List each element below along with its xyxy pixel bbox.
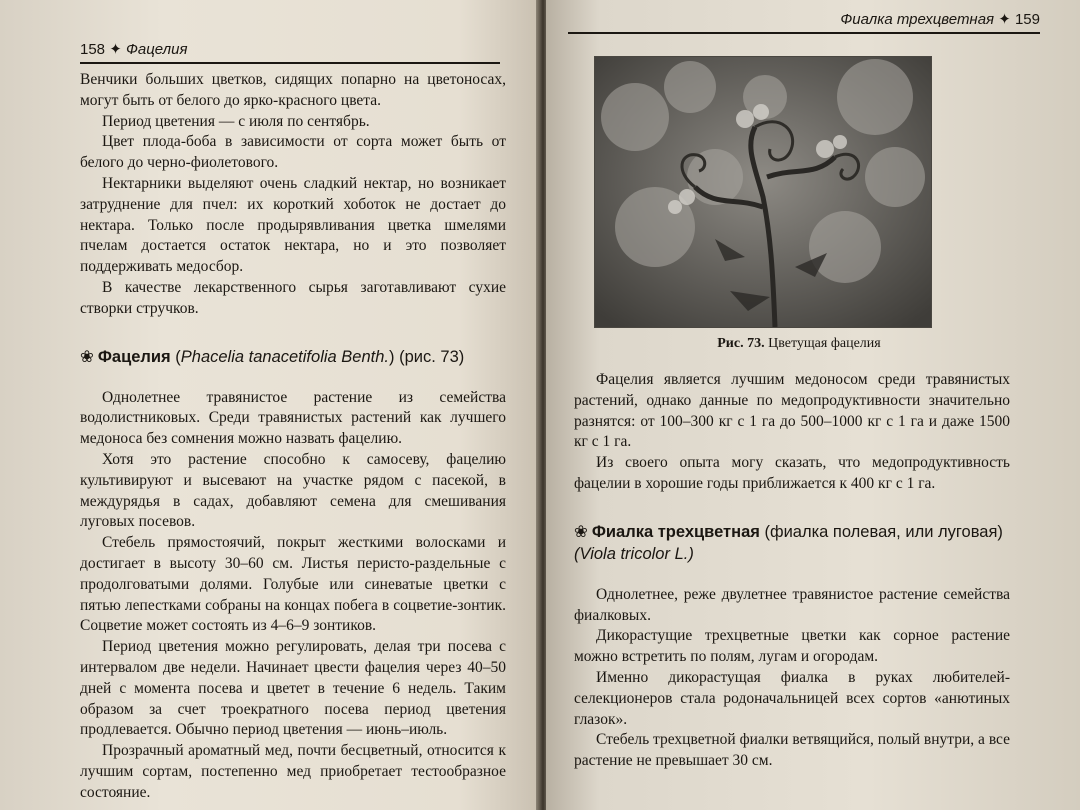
paragraph: Именно дикорастущая фиалка в руках любителей-селекционеров стала родоначальницей всех сортов «анютиных глазок».: [574, 668, 1010, 728]
paragraph: Цвет плода-боба в зависимости от сорта может быть от белого до черно-фиолетового.: [80, 133, 506, 172]
phacelia-illustration: [595, 57, 931, 327]
section-heading-latin: (Viola tricolor L.): [574, 544, 694, 563]
flower-icon: ❀: [80, 347, 94, 366]
figure-caption-label: Рис. 73.: [717, 336, 765, 351]
section-heading-name: Фацелия: [97, 347, 171, 366]
paragraph: Хотя это растение способно к самосеву, фацелию культивируют и высевают на участке рядом с пасекой, в междурядья в садах, добавляют семена для смешивания луговых посевов.: [80, 450, 506, 531]
paragraph: Из своего опыта могу сказать, что медопродуктивность фацелии в хорошие годы приближается к 400 кг с 1 га.: [574, 454, 1010, 492]
paragraph: Дикорастущие трехцветные цветки как сорное растение можно встретить по полям, лугам и огородам.: [574, 627, 1010, 666]
page-number-right: 159: [1014, 11, 1040, 28]
running-head-right: [568, 10, 1040, 34]
right-body-text: [574, 370, 1010, 772]
paragraph: Прозрачный ароматный мед, почти бесцветный, относится к лучшим сортам, постепенно мед приобретает тестообразное состояние.: [80, 742, 506, 801]
left-body-text: [80, 70, 506, 804]
section-heading-phacelia: ❀ Фацелия (Phacelia tanacetifolia Benth.) (рис. 73): [80, 347, 465, 366]
paragraph: Стебель прямостоячий, покрыт жесткими волосками и достигает в высоту 30–60 см. Листья перисто-раздельные с продолговатыми долями. Голубые или синеватые цветки с пятью лепестками собраны на концах побега в соцветие-зонтик. Соцветие может состоять из 4–6–9 зонтиков.: [80, 534, 506, 635]
section-heading-name: Фиалка трехцветная: [591, 522, 760, 541]
ornament-icon: ✦: [109, 41, 122, 58]
figure-caption-text: Цветущая фацелия: [768, 336, 881, 351]
paragraph: Однолетнее, реже двулетнее травянистое растение семейства фиалковых.: [574, 585, 1010, 624]
paragraph: Венчики больших цветков, сидящих попарно на цветоносах, могут быть от белого до ярко-красного цвета.: [80, 71, 506, 109]
section-heading-latin: Phacelia tanacetifolia Benth.: [180, 347, 389, 366]
figure-photo-phacelia: [594, 56, 932, 328]
paragraph: Период цветения можно регулировать, делая три посева с интервалом две недели. Начинает цвести фацелия через 40–50 дней с момента посева и цветет в течение 6 недель. Таким образом за счет троекратного посева период цветения продлевается. Обычно период цветения — июнь–июль.: [80, 638, 506, 739]
figure-caption: [558, 336, 1040, 352]
running-head-title-right: Фиалка трехцветная: [840, 11, 995, 28]
paragraph: Фацелия является лучшим медоносом среди травянистых растений, однако данные по медопродуктивности значительно разнятся: от 100–300 кг с 1 га до 500–1000 кг с 1 га и даже 1500 кг с 1 га.: [574, 371, 1010, 451]
paragraph: Однолетнее травянистое растение из семейства водолистниковых. Среди травянистых растений как лучшего медоноса без сомнения можно назвать фацелию.: [80, 388, 506, 448]
paragraph: Период цветения — с июля по сентябрь.: [102, 112, 370, 130]
running-head-title-left: Фацелия: [125, 41, 188, 58]
paragraph: Нектарники выделяют очень сладкий нектар, но возникает затруднение для пчел: их короткий хоботок не достает до нектара. Только после продырявливания цветка шмелями пчелам достается остаток нектара, но и это позволяет поддерживать медосбор.: [80, 174, 506, 276]
paragraph: Стебель трехцветной фиалки ветвящийся, полый внутри, а все растение не превышает 30 см.: [574, 731, 1010, 770]
ornament-icon: ✦: [998, 11, 1011, 28]
running-head-left: [80, 40, 500, 64]
page-number-left: 158: [80, 41, 106, 58]
section-heading-ref: (рис. 73): [399, 347, 465, 366]
paragraph: В качестве лекарственного сырья заготавливают сухие створки стручков.: [80, 278, 506, 317]
flower-icon: ❀: [574, 522, 588, 541]
section-heading-alt: (фиалка полевая, или луговая): [764, 522, 1003, 541]
right-page: [546, 0, 1080, 810]
section-heading-viola: [574, 521, 1010, 565]
